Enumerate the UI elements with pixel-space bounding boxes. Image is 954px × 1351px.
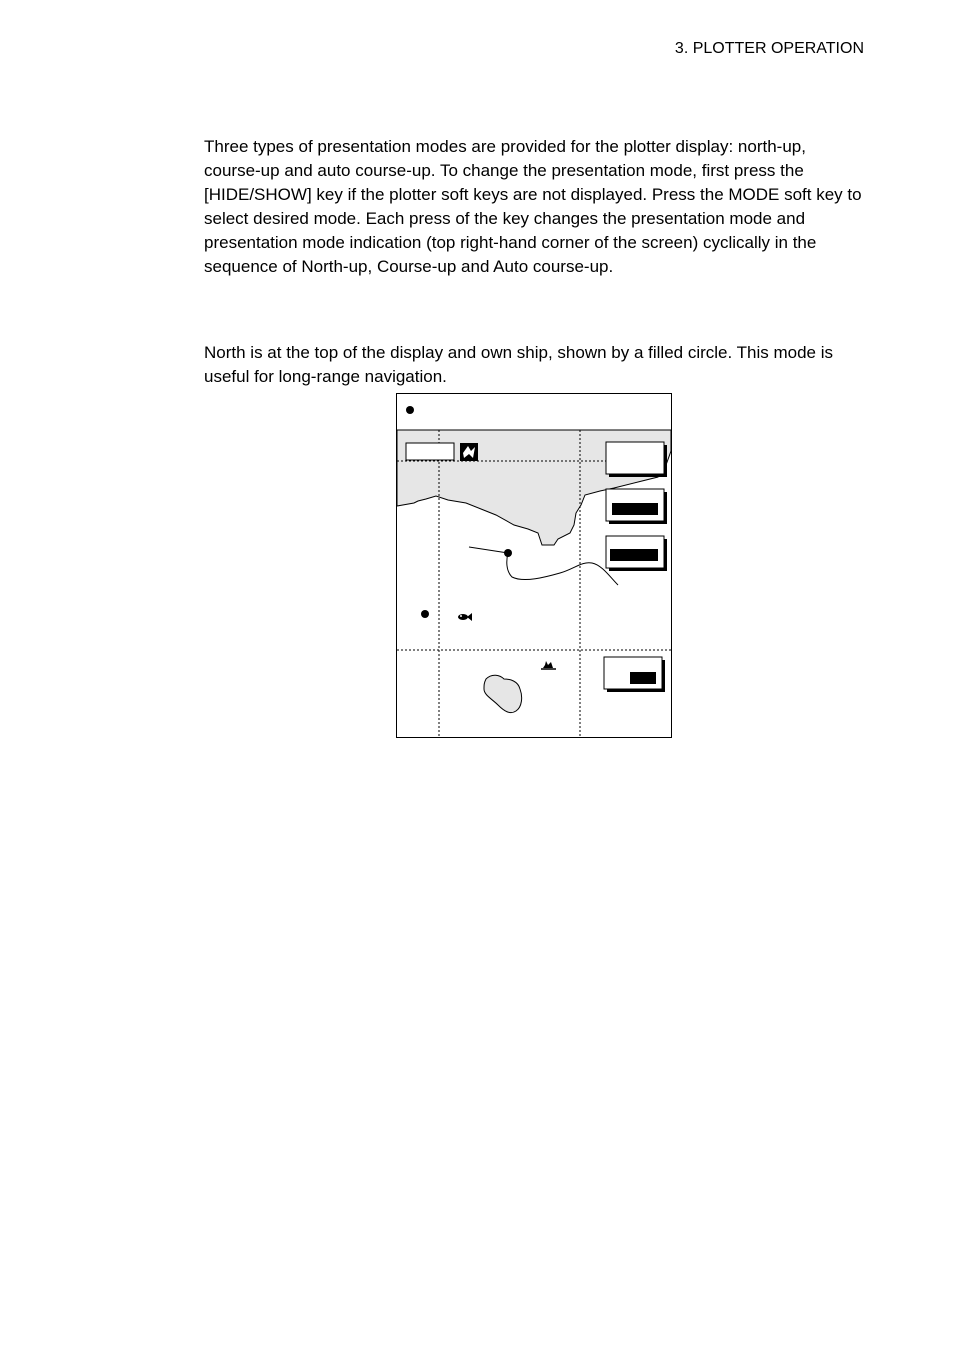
soft-key-2 [606, 489, 667, 524]
mark-point-icon [421, 610, 429, 618]
running-header: 3. PLOTTER OPERATION [674, 40, 864, 57]
intro-paragraph: Three types of presentation modes are provided for the plotter display: north-up, course-up and auto course-up. To change the presentation mode, first press the [HIDE/SHOW] key if the plotter soft keys are not displayed. Press the MODE soft key to select desired mode. Each press of the key changes the presentation mode and presentation mode indication (top right-hand corner of the screen) cyclically in the sequence of North-up, Course-up and Auto course-up. [204, 137, 862, 276]
compass-icon [460, 443, 478, 461]
range-box [406, 443, 454, 460]
soft-key-4 [604, 657, 665, 692]
own-ship-icon [406, 406, 414, 414]
plotter-display-figure [396, 393, 672, 738]
soft-key-3 [606, 536, 667, 571]
north-up-paragraph: North is at the top of the display and own ship, shown by a filled circle. This mode is useful for long-range navigation. [204, 343, 834, 386]
soft-key-1 [606, 442, 667, 477]
